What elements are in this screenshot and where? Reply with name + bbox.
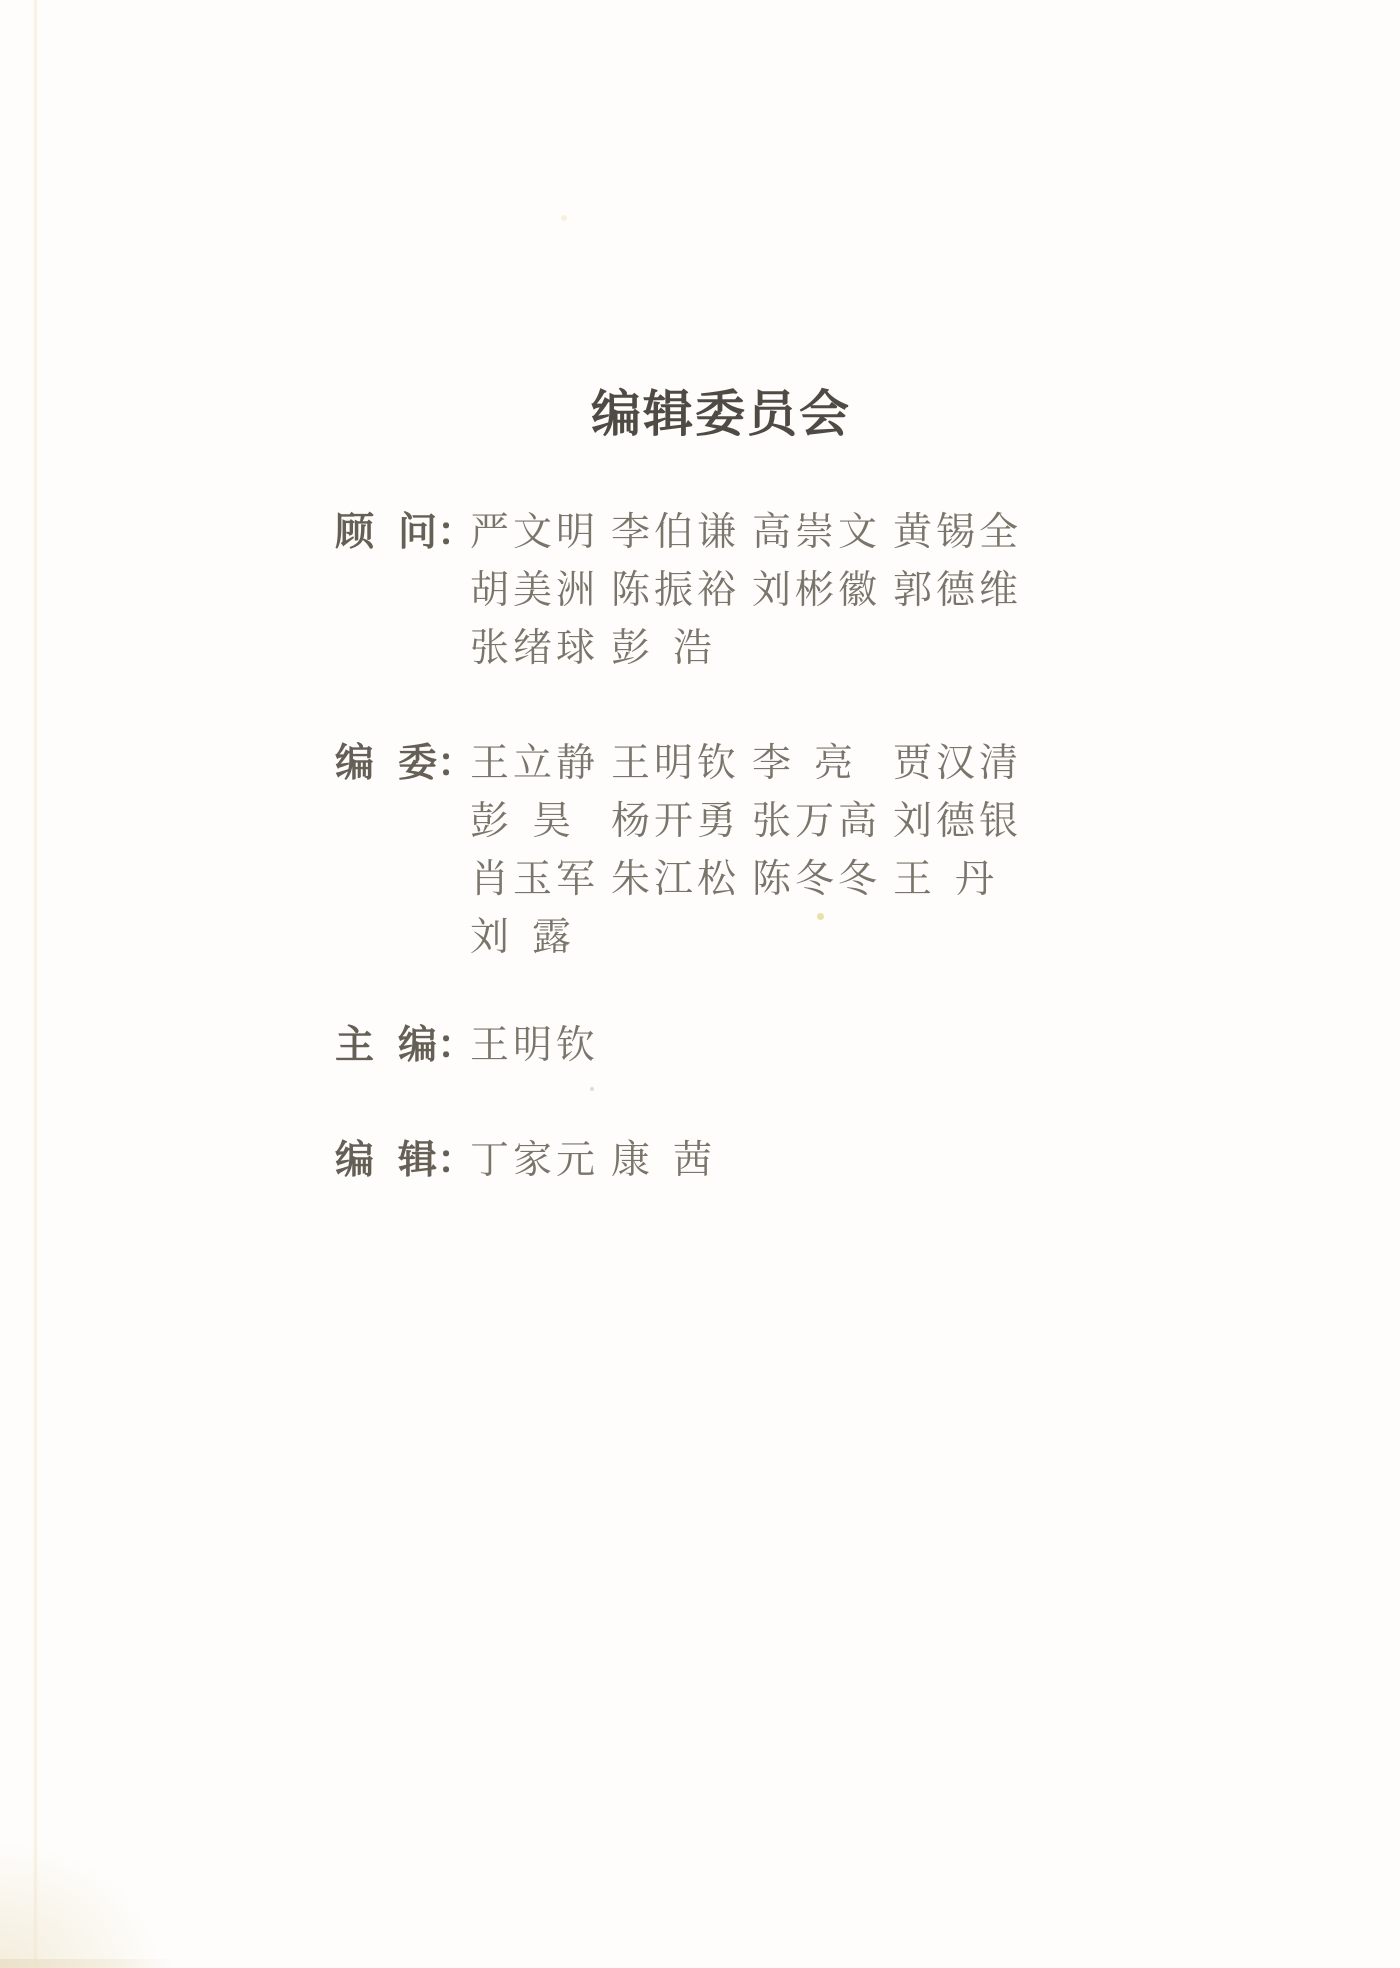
person-name xyxy=(470,1017,600,1075)
name-text: 王立静 xyxy=(470,742,600,785)
person-name xyxy=(752,851,882,909)
scan-corner-shading xyxy=(0,1818,190,1968)
person-name xyxy=(752,562,882,620)
committee-row xyxy=(335,909,1400,967)
name-text: 贾汉清 xyxy=(893,742,1023,785)
scan-edge-shading xyxy=(0,1959,180,1968)
name-text: 张绪球 xyxy=(470,627,600,670)
person-name xyxy=(470,562,600,620)
paper-speck xyxy=(561,215,567,221)
person-name xyxy=(611,735,741,793)
section-label xyxy=(335,504,477,562)
name-text: 胡美洲 xyxy=(470,569,600,612)
label-char: 主 xyxy=(335,1024,375,1067)
name-text: 高崇文 xyxy=(752,511,882,554)
committee-section xyxy=(335,504,1400,678)
name-text: 康 xyxy=(611,1139,655,1182)
person-name xyxy=(470,620,600,678)
label-colon: ： xyxy=(437,1139,477,1182)
committee-row xyxy=(335,1132,1400,1190)
name-text: 浩 xyxy=(673,627,717,670)
committee-section xyxy=(335,735,1400,967)
name-text: 彭 xyxy=(611,627,655,670)
name-text: 王明钦 xyxy=(470,1024,600,1067)
person-name xyxy=(611,504,741,562)
name-text: 王 xyxy=(893,858,937,901)
name-text: 杨开勇 xyxy=(611,800,741,843)
label-char: 辑 xyxy=(398,1139,438,1182)
name-text: 王明钦 xyxy=(611,742,741,785)
name-text: 茜 xyxy=(673,1139,717,1182)
person-name xyxy=(893,504,1023,562)
committee-row xyxy=(335,620,1400,678)
name-text: 张万高 xyxy=(752,800,882,843)
label-char: 委 xyxy=(398,742,438,785)
person-name xyxy=(893,793,1023,851)
name-text: 朱江松 xyxy=(611,858,741,901)
label-char: 编 xyxy=(335,742,375,785)
name-text: 亮 xyxy=(814,742,858,785)
person-name xyxy=(611,1132,736,1190)
committee-row xyxy=(335,562,1400,620)
committee-row xyxy=(335,793,1400,851)
book-gutter-line xyxy=(33,0,38,1968)
label-char: 编 xyxy=(398,1024,438,1067)
section-label xyxy=(335,735,477,793)
name-text: 肖玉军 xyxy=(470,858,600,901)
name-text: 郭德维 xyxy=(893,569,1023,612)
name-text: 刘彬徽 xyxy=(752,569,882,612)
name-text: 陈振裕 xyxy=(611,569,741,612)
section-label xyxy=(335,1017,477,1075)
label-char: 编 xyxy=(335,1139,375,1182)
person-name xyxy=(752,504,882,562)
committee-section xyxy=(335,1017,1400,1075)
name-text: 李 xyxy=(752,742,796,785)
name-text: 陈冬冬 xyxy=(752,858,882,901)
committee-row xyxy=(335,1017,1400,1075)
person-name xyxy=(893,735,1023,793)
name-text: 黄锡全 xyxy=(893,511,1023,554)
person-name xyxy=(611,851,741,909)
name-text: 丁家元 xyxy=(470,1139,600,1182)
person-name xyxy=(611,620,736,678)
section-label xyxy=(335,1132,477,1190)
person-name xyxy=(470,1132,600,1190)
page-title: 编辑委员会 xyxy=(591,386,851,442)
name-text: 李伯谦 xyxy=(611,511,741,554)
committee-row xyxy=(335,735,1400,793)
person-name xyxy=(470,851,600,909)
name-text: 丹 xyxy=(955,858,999,901)
committee-row xyxy=(335,504,1400,562)
person-name xyxy=(470,735,600,793)
person-name xyxy=(611,793,741,851)
name-text: 刘 xyxy=(470,916,514,959)
person-name xyxy=(752,793,882,851)
person-name xyxy=(611,562,741,620)
committee-row xyxy=(335,851,1400,909)
person-name xyxy=(470,793,595,851)
person-name xyxy=(470,909,595,967)
name-text: 昊 xyxy=(532,800,576,843)
person-name xyxy=(893,851,1018,909)
label-char: 顾 xyxy=(335,511,375,554)
name-text: 严文明 xyxy=(470,511,600,554)
person-name xyxy=(893,562,1023,620)
committee-section xyxy=(335,1132,1400,1190)
person-name xyxy=(470,504,600,562)
name-text: 彭 xyxy=(470,800,514,843)
paper-speck xyxy=(590,1087,594,1091)
label-colon: ： xyxy=(437,1024,477,1067)
name-text: 露 xyxy=(532,916,576,959)
person-name xyxy=(752,735,877,793)
label-colon: ： xyxy=(437,511,477,554)
label-colon: ： xyxy=(437,742,477,785)
name-text: 刘德银 xyxy=(893,800,1023,843)
label-char: 问 xyxy=(398,511,438,554)
